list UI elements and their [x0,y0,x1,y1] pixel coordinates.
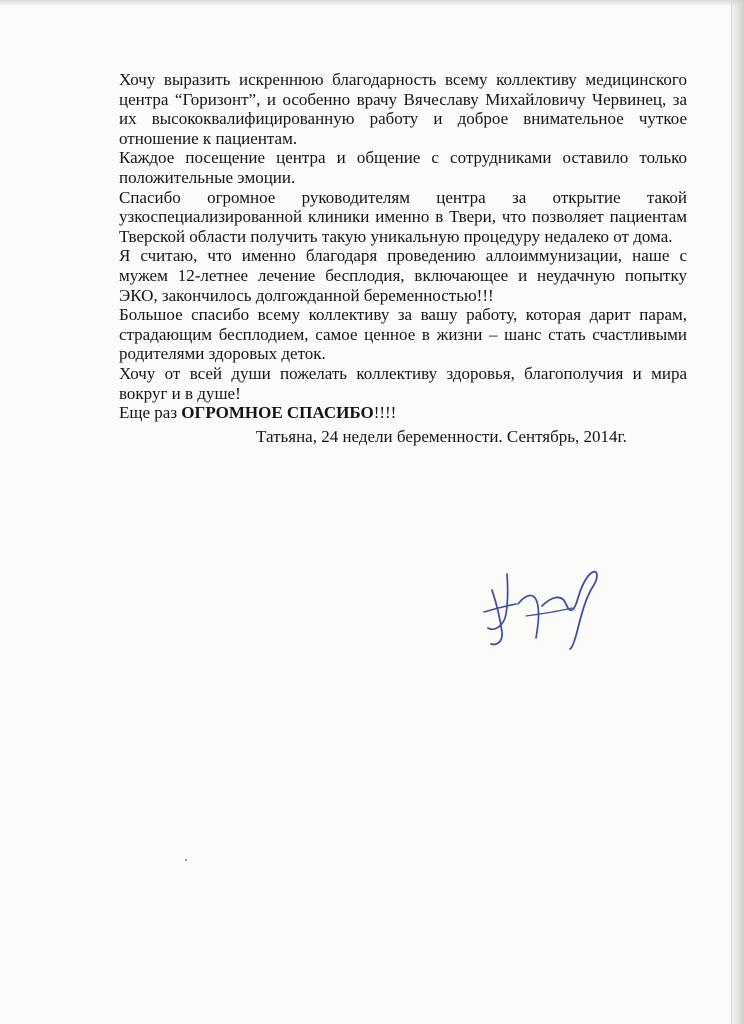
scan-speck [185,859,187,861]
scan-edge-right [730,0,744,1024]
letter-paragraph: Хочу выразить искреннюю благодарность всему коллективу медицинского центра “Горизонт”, и особенно врачу Вячеславу Михайловичу Червинец, за их высококвалифицированную работу и доброе внимательное чуткое отношение к пациентам. [119,70,687,148]
letter-paragraph: Большое спасибо всему коллективу за вашу работу, которая дарит парам, страдающим бесплодием, самое ценное в жизни – шанс стать счастливыми родителями здоровых деток. [119,305,687,364]
closing-suffix: !!!! [373,403,397,423]
closing-line [119,403,687,423]
paper-edge-line [731,0,732,1024]
letter-body [119,70,687,446]
letter-paragraph: Каждое посещение центра и общение с сотрудниками оставило только положительные эмоции. [119,148,687,187]
closing-prefix: Еще раз [119,403,182,423]
letter-paragraph: Хочу от всей души пожелать коллективу здоровья, благополучия и мира вокруг и в душе! [119,363,687,403]
author-line: Татьяна, 24 недели беременности. Сентябрь, 2014г. [256,426,627,446]
handwritten-signature [482,568,606,650]
closing-emphasis: ОГРОМНОЕ СПАСИБО [181,403,374,423]
letter-paragraph: Спасибо огромное руководителям центра за открытие такой узкоспециализированной клиники именно в Твери, что позволяет пациентам Тверской области получить такую уникальную процедуру недалеко от дома. [119,187,687,246]
scan-edge-top [0,0,744,6]
letter-paragraph: Я считаю, что именно благодаря проведению аллоиммунизации, наше с мужем 12-летнее лечение бесплодия, включающее и неудачную попытку ЭКО, закончилось долгожданной беременностью!!! [119,246,687,305]
